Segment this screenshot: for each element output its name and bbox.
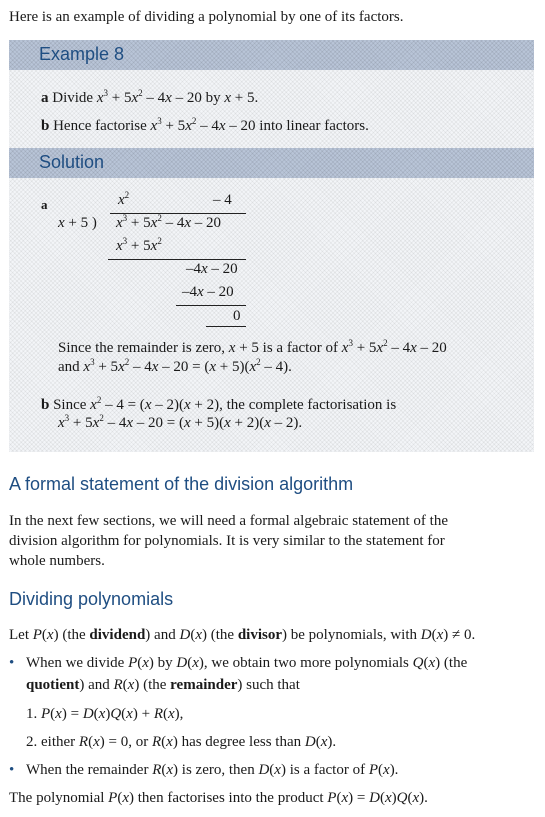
solution-a-label: a [41,197,48,212]
item-1: 1. P(x) = D(x)Q(x) + R(x), [26,706,184,722]
part-a-text: Divide [52,90,94,106]
bullet2-line: When the remainder R(x) is zero, then D(x) is a factor of P(x). [26,762,399,778]
example-header [9,40,534,70]
subtract-2: –4x – 20 [182,284,234,300]
item1-num: 1. [26,706,38,722]
final-b: then factorises into the product [137,790,324,806]
rule-1 [108,259,246,260]
bullet1-d: (the [443,655,468,671]
item2-or: , or [128,734,149,750]
subtract-1: $x^3 + 5x^2$ [116,236,162,254]
bullet1-b: by [157,655,173,671]
remainder-text: Since the remainder is zero, [58,340,226,356]
quotient-x2: $x^2$ [118,190,130,208]
example-part-a: a Divide $x^3 + 5x^2 - 4x - 20$ by x + 5. [41,88,259,106]
divisor-label: divisor [237,627,282,643]
rule-2 [176,305,246,306]
is-factor-text: is a factor of [262,340,339,356]
part-b-text: Hence factorise [53,118,147,134]
bullet2-c: is a factor of [289,762,366,778]
item2-either: either [41,734,76,750]
bullet1-c: , we obtain two more polynomials [203,655,409,671]
bullet-icon: • [9,655,15,671]
remainder-label: remainder [170,677,238,693]
and-text: and [58,359,80,375]
section1-para-line-1: In the next few sections, we will need a formal algebraic statement of the [9,513,448,529]
item2-num: 2. [26,734,38,750]
let-statement: Let P(x) (the dividend) and D(x) (the divisor) be polynomials, with D(x) ≠ 0. [9,627,476,643]
remainder-line-1: Since the remainder is zero, x + 5 is a factor of $x^3 + 5x^2 - 4x - 20$ [58,338,447,356]
solution-b-line-1: b Since $x^2 - 4 = (x - 2)(x + 2)$, the complete factorisation is [41,395,397,413]
final-a: The polynomial [9,790,105,806]
part-b-label: b [41,118,50,134]
section-heading-division-algorithm: A formal statement of the division algorithm [9,474,354,494]
be-polys-text: be polynomials, with [290,627,417,643]
quotient-label: quotient [26,677,80,693]
item-2: 2. either R(x) = 0, or R(x) has degree less than D(x). [26,734,337,750]
example-title: Example 8 [39,44,125,64]
and-word: and [154,627,176,643]
solution-title: Solution [39,152,105,172]
bullet1-a: When we divide [26,655,125,671]
bullet-icon: • [9,762,15,778]
example-part-b: b Hence factorise $x^3 + 5x^2 - 4x - 20$ into linear factors. [41,116,369,134]
remainder-zero: 0 [233,308,241,324]
item2-tail: has degree less than [181,734,302,750]
bullet2-b: is zero, then [181,762,255,778]
remainder-line-2: and $x^3 + 5x^2 - 4x - 20 = (x + 5)(x^2 - 4)$. [58,357,292,375]
solution-header [9,148,534,178]
section1-para-line-3: whole numbers. [9,553,105,569]
bullet2-a: When the remainder [26,762,149,778]
part-a-by: by [205,90,221,106]
division-bar [110,213,246,214]
dividend-label: dividend [89,627,146,643]
bullet1-line-1: When we divide P(x) by D(x), we obtain two more polynomials Q(x) (the [26,655,468,671]
section1-para-line-2: division algorithm for polynomials. It is very similar to the statement for [9,533,445,549]
quotient-minus4: – 4 [213,192,232,208]
rule-3 [206,326,246,327]
part-b-tail: into linear factors. [259,118,369,134]
solution-b-label: b [41,397,50,413]
final-statement: The polynomial P(x) then factorises into the product P(x) = D(x)Q(x). [9,790,428,806]
such-that-text: such that [246,677,300,693]
step-2: –4x – 20 [186,261,238,277]
solution-b-text2: , the complete factorisation is [219,397,397,413]
section-heading-dividing-polynomials: Dividing polynomials [9,589,174,609]
solution-b-text: Since [53,397,87,413]
part-a-label: a [41,90,49,106]
bullet1-line-2: quotient) and R(x) (the remainder) such that [26,677,300,693]
intro-text: Here is an example of dividing a polynomial by one of its factors. [9,9,404,25]
let-text: Let [9,627,29,643]
divisor: x + 5 ) [58,215,97,231]
solution-b-line-2: $x^3 + 5x^2 - 4x - 20 = (x + 5)(x + 2)(x - 2)$. [58,413,303,431]
dividend: $x^3 + 5x^2 - 4x - 20$ [116,213,221,231]
